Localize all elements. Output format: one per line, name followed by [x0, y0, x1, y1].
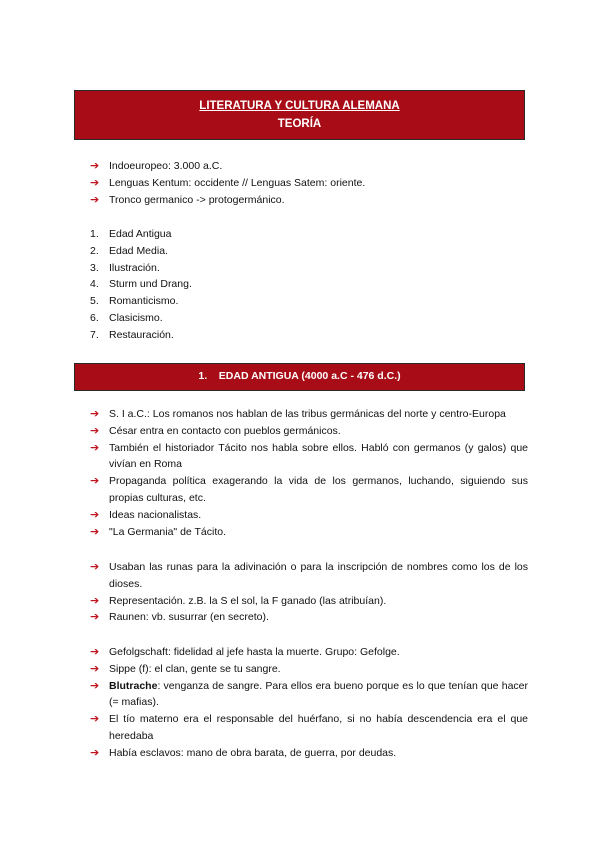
intro-list — [90, 158, 528, 208]
list-item: 7. Restauración. — [90, 328, 174, 341]
arrow-right-icon: ➔ — [90, 193, 100, 206]
list-item: ➔ Sippe (f): el clan, gente se tu sangre. — [90, 661, 528, 678]
arrow-right-icon: ➔ — [90, 160, 100, 172]
arrow-right-icon: ➔ — [90, 441, 100, 454]
document-title-box — [74, 90, 525, 140]
group3-list — [90, 644, 528, 762]
term-blutrache: Blutrache — [109, 679, 158, 692]
list-item: ➔ Usaban las runas para la adivinación o para la inscripción de nombres como los de los dioses. — [90, 561, 528, 590]
arrow-right-icon: ➔ — [90, 525, 100, 538]
list-item: ➔ Gefolgschaft: fidelidad al jefe hasta la muerte. Grupo: Gefolge. — [90, 644, 528, 661]
arrow-right-icon: ➔ — [90, 176, 100, 189]
list-item: ➔ Ideas nacionalistas. — [90, 507, 528, 524]
arrow-right-icon: ➔ — [90, 611, 100, 624]
list-item: 5. Romanticismo. — [90, 295, 179, 308]
document-subtitle: TEORÍA — [277, 118, 322, 130]
arrow-right-icon: ➔ — [90, 713, 100, 726]
arrow-right-icon: ➔ — [90, 594, 100, 607]
periods-list — [90, 226, 192, 344]
arrow-right-icon: ➔ — [90, 508, 100, 521]
list-item: 3. Ilustración. — [90, 261, 160, 274]
arrow-right-icon: ➔ — [90, 561, 100, 573]
list-item: ➔ Raunen: vb. susurrar (en secreto). — [90, 609, 528, 626]
list-item: ➔ Propaganda política exagerando la vida de los germanos, luchando, siguiendo sus propias culturas, etc. — [90, 475, 528, 504]
list-item: 6. Clasicismo. — [90, 311, 163, 324]
list-item: 4. Sturm und Drang. — [90, 278, 192, 291]
list-item: ➔ Representación. z.B. la S el sol, la F ganado (las atribuían). — [90, 593, 528, 610]
arrow-right-icon: ➔ — [90, 408, 100, 420]
list-item: ➔ El tío materno era el responsable del huérfano, si no había descendencia era el que heredaba — [90, 713, 528, 742]
group2-list — [90, 559, 528, 626]
arrow-right-icon: ➔ — [90, 424, 100, 437]
arrow-right-icon: ➔ — [90, 646, 100, 658]
group1-list — [90, 406, 528, 540]
list-item: ➔ Había esclavos: mano de obra barata, de guerra, por deudas. — [90, 745, 528, 762]
list-item: ➔ César entra en contacto con pueblos germánicos. — [90, 423, 528, 440]
list-item: ➔ Tronco germanico -> protogermánico. — [90, 192, 528, 209]
list-item: ➔ Blutrache: venganza de sangre. Para ellos era bueno porque es lo que tenían que hacer (= mafias). — [90, 679, 528, 709]
arrow-right-icon: ➔ — [90, 662, 100, 675]
arrow-right-icon: ➔ — [90, 746, 100, 759]
document-title: LITERATURA Y CULTURA ALEMANA — [199, 100, 400, 112]
list-item: ➔ S. I a.C.: Los romanos nos hablan de las tribus germánicas del norte y centro-Europa — [90, 406, 528, 423]
list-item: ➔ "La Germania" de Tácito. — [90, 524, 528, 541]
list-item: ➔ Lenguas Kentum: occidente // Lenguas Satem: oriente. — [90, 175, 528, 192]
arrow-right-icon: ➔ — [90, 679, 100, 692]
arrow-right-icon: ➔ — [90, 475, 100, 488]
list-item: 2. Edad Media. — [90, 244, 168, 257]
list-item: ➔ Indoeuropeo: 3.000 a.C. — [90, 158, 528, 175]
list-item: ➔ También el historiador Tácito nos habla sobre ellos. Habló con germanos (y galos) que vivían en Roma — [90, 441, 528, 471]
section-heading-edad-antigua: 1. EDAD ANTIGUA (4000 a.C - 476 d.C.) — [74, 363, 525, 391]
list-item: 1. Edad Antigua — [90, 228, 172, 240]
